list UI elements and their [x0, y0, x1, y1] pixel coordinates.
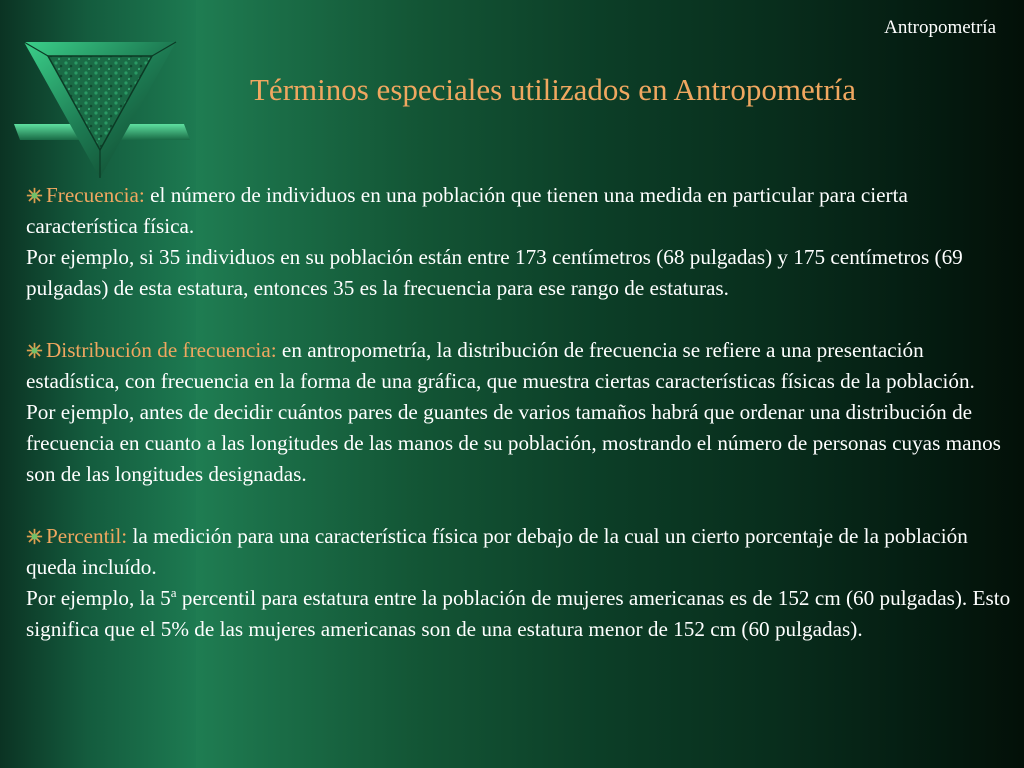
section-label: Antropometría [884, 17, 996, 38]
distribucion-definition [26, 335, 1012, 397]
green-marble-triangle-logo [14, 40, 194, 180]
percentil-example [26, 583, 1012, 645]
percentil-example-start: Por ejemplo, la 5 [26, 586, 171, 610]
starburst-bullet-icon [26, 528, 43, 545]
term-percentil: Percentil: [46, 524, 128, 548]
percentil-text: la medición para una característica física por debajo de la cual un cierto porcentaje de la población queda incluído. [26, 524, 968, 579]
term-distribucion-de-frecuencia: Distribución de frecuencia: [46, 338, 277, 362]
term-frecuencia: Frecuencia: [46, 183, 145, 207]
percentil-definition [26, 521, 1012, 583]
starburst-bullet-icon [26, 187, 43, 204]
frecuencia-text: el número de individuos en una población que tienen una medida en particular para cierta característica física. [26, 183, 908, 238]
frecuencia-example: Por ejemplo, si 35 individuos en su población están entre 173 centímetros (68 pulgadas) y 175 centímetros (69 pulgadas) de esta estatura, entonces 35 es la frecuencia para ese rango de estaturas. [26, 245, 963, 300]
slide-title: Términos especiales utilizados en Antropometría [250, 72, 857, 107]
starburst-bullet-icon [26, 342, 43, 359]
distribucion-example: Por ejemplo, antes de decidir cuántos pares de guantes de varios tamaños habrá que ordenar una distribución de frecuencia en cuanto a las longitudes de las manos de su población, mostrando el número de personas cuyas manos son de las longitudes designadas. [26, 400, 1001, 486]
frecuencia-definition [26, 180, 1012, 242]
distribucion-text: en antropometría, la distribución de frecuencia se refiere a una presentación estadística, con frecuencia en la forma de una gráfica, que muestra ciertas características físicas de la población. [26, 338, 975, 393]
ordinal-superscript: a [170, 584, 177, 600]
percentil-example-end: percentil para estatura entre la población de mujeres americanas es de 152 cm (60 pulgadas). Esto significa que el 5% de las mujeres americanas son de una estatura menor de 152 cm (60 pulgadas). [26, 586, 1011, 641]
slide-content [26, 180, 1012, 645]
